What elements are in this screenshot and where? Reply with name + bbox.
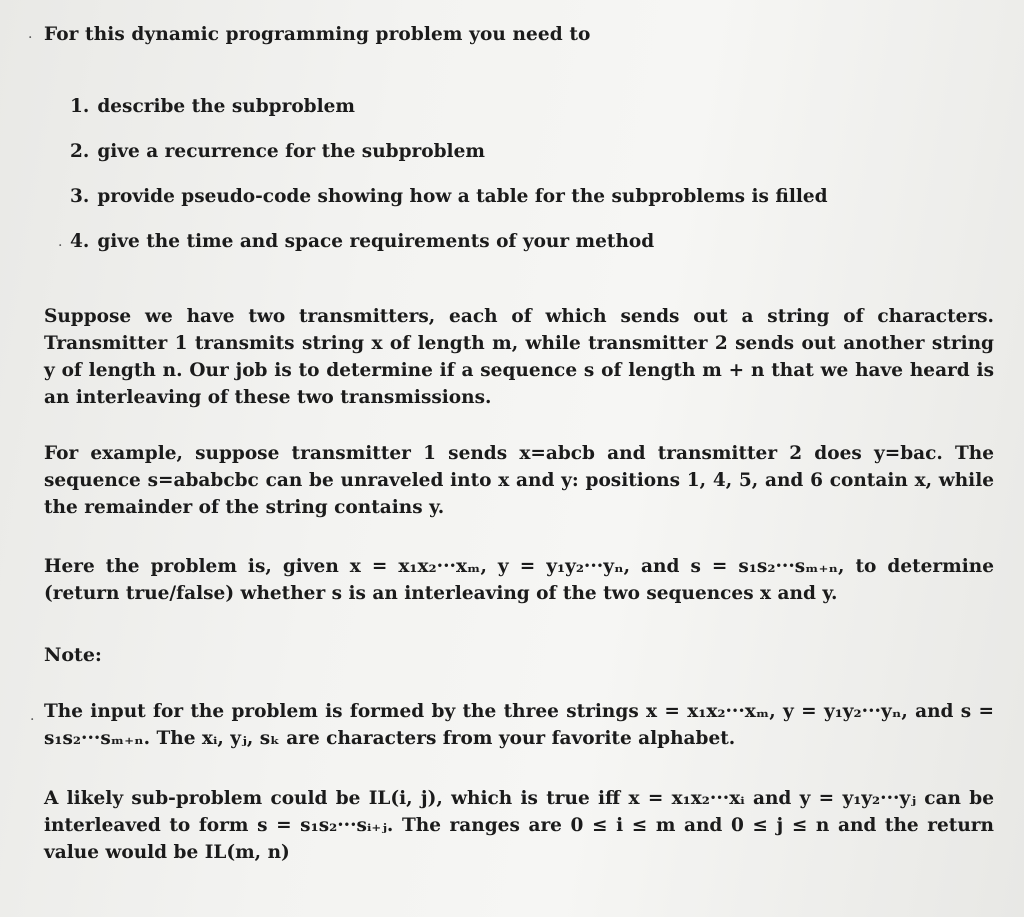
paragraph-example: For example, suppose transmitter 1 sends x=abcb and transmitter 2 does y=bac. The sequence s=ababcbc can be unraveled into x and y: positions 1, 4, 5, and 6 contain x, while the remainder of the string contains y. [44, 443, 994, 518]
list-item: 2. give a recurrence for the subproblem [70, 141, 485, 162]
paragraph-input-description: The input for the problem is formed by the three strings x = x₁x₂···xₘ, y = y₁y₂···yₙ, and s = s₁s₂···sₘ₊ₙ. The xᵢ, yⱼ, sₖ are characters from your favorite alphabet. [44, 701, 994, 749]
intro-text: For this dynamic programming problem you need to [44, 24, 591, 45]
paragraph-problem-setup: Suppose we have two transmitters, each of which sends out a string of characters. Transmitter 1 transmits string x of length m, while transmitter 2 sends out another string y of length n. Our job is to determine if a sequence s of length m + n that we have heard is an interleaving of these two transmissions. [44, 306, 994, 408]
note-label: Note: [44, 644, 102, 666]
speck-mark: · [58, 238, 63, 254]
requirements-list [70, 93, 828, 273]
speck-mark: · [28, 30, 33, 46]
paragraph-problem-statement: Here the problem is, given x = x₁x₂···xₘ, y = y₁y₂···yₙ, and s = s₁s₂···sₘ₊ₙ, to determine (return true/false) whether s is an interleaving of the two sequences x and y. [44, 556, 994, 604]
paragraph-subproblem: A likely sub-problem could be IL(i, j), which is true iff x = x₁x₂···xᵢ and y = y₁y₂···yⱼ can be interleaved to form s = s₁s₂···sᵢ₊ⱼ. The ranges are 0 ≤ i ≤ m and 0 ≤ j ≤ n and the return value would be IL(m, n) [44, 788, 994, 863]
list-item: 1. describe the subproblem [70, 96, 355, 117]
list-item: 3. provide pseudo-code showing how a table for the subproblems is filled [70, 186, 828, 207]
speck-mark: · [30, 712, 35, 728]
list-item: 4. give the time and space requirements of your method [70, 231, 655, 252]
